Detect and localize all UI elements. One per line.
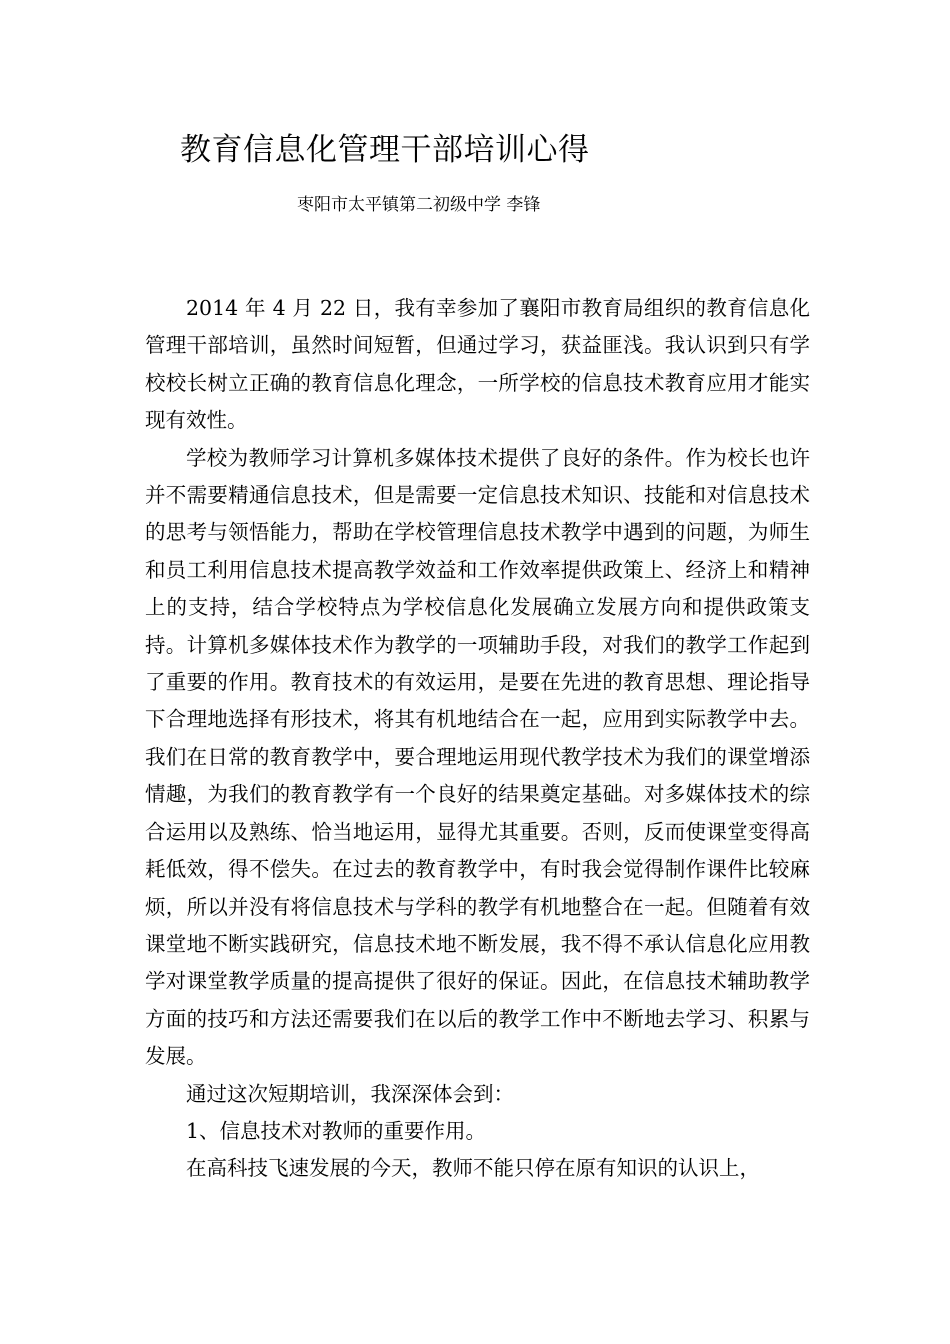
paragraph: 在高科技飞速发展的今天，教师不能只停在原有知识的认识上， [186, 1156, 760, 1181]
paragraph: 学校为教师学习计算机多媒体技术提供了良好的条件。作为校长也许并不需要精通信息技术，但是需要一定信息技术知识、技能和对信息技术的思考与领悟能力，帮助在学校管理信息技术教学中遇到的问题，为师生和员工利用信息技术提高教学效益和工作效率提供政策上、经济上和精神上的支持，结合学校特点为学校信息化发展确立发展方向和提供政策支持。计算机多媒体技术作为教学的一项辅助手段，对我们的教学工作起到了重要的作用。教育技术的有效运用，是要在先进的教育思想、理论指导下合理地选择有形技术，将其有机地结合在一起，应用到实际教学中去。我们在日常的教育教学中，要合理地运用现代教学技术为我们的课堂增添情趣，为我们的教育教学有一个良好的结果奠定基础。对多媒体技术的综合运用以及熟练、恰当地运用，显得尤其重要。否则，反而使课堂变得高耗低效，得不偿失。在过去的教育教学中，有时我会觉得制作课件比较麻烦，所以并没有将信息技术与学科的教学有机地整合在一起。但随着有效课堂地不断实践研究，信息技术地不断发展，我不得不承认信息化应用教学对课堂教学质量的提高提供了很好的保证。因此，在信息技术辅助教学方面的技巧和方法还需要我们在以后的教学工作中不断地去学习、积累与发展。 [145, 445, 810, 1069]
document-title: 教育信息化管理干部培训心得 [180, 132, 590, 168]
paragraph: 2014 年 4 月 22 日，我有幸参加了襄阳市教育局组织的教育信息化管理干部培训，虽然时间短暂，但通过学习，获益匪浅。我认识到只有学校校长树立正确的教育信息化理念，一所学校的信息技术教育应用才能实现有效性。 [145, 296, 810, 433]
document-author: 枣阳市太平镇第二初级中学 李锋 [297, 195, 541, 215]
paragraph: 通过这次短期培训，我深深体会到： [186, 1081, 514, 1106]
document-body [145, 290, 810, 1188]
list-item: 1、信息技术对教师的重要作用。 [186, 1118, 487, 1143]
